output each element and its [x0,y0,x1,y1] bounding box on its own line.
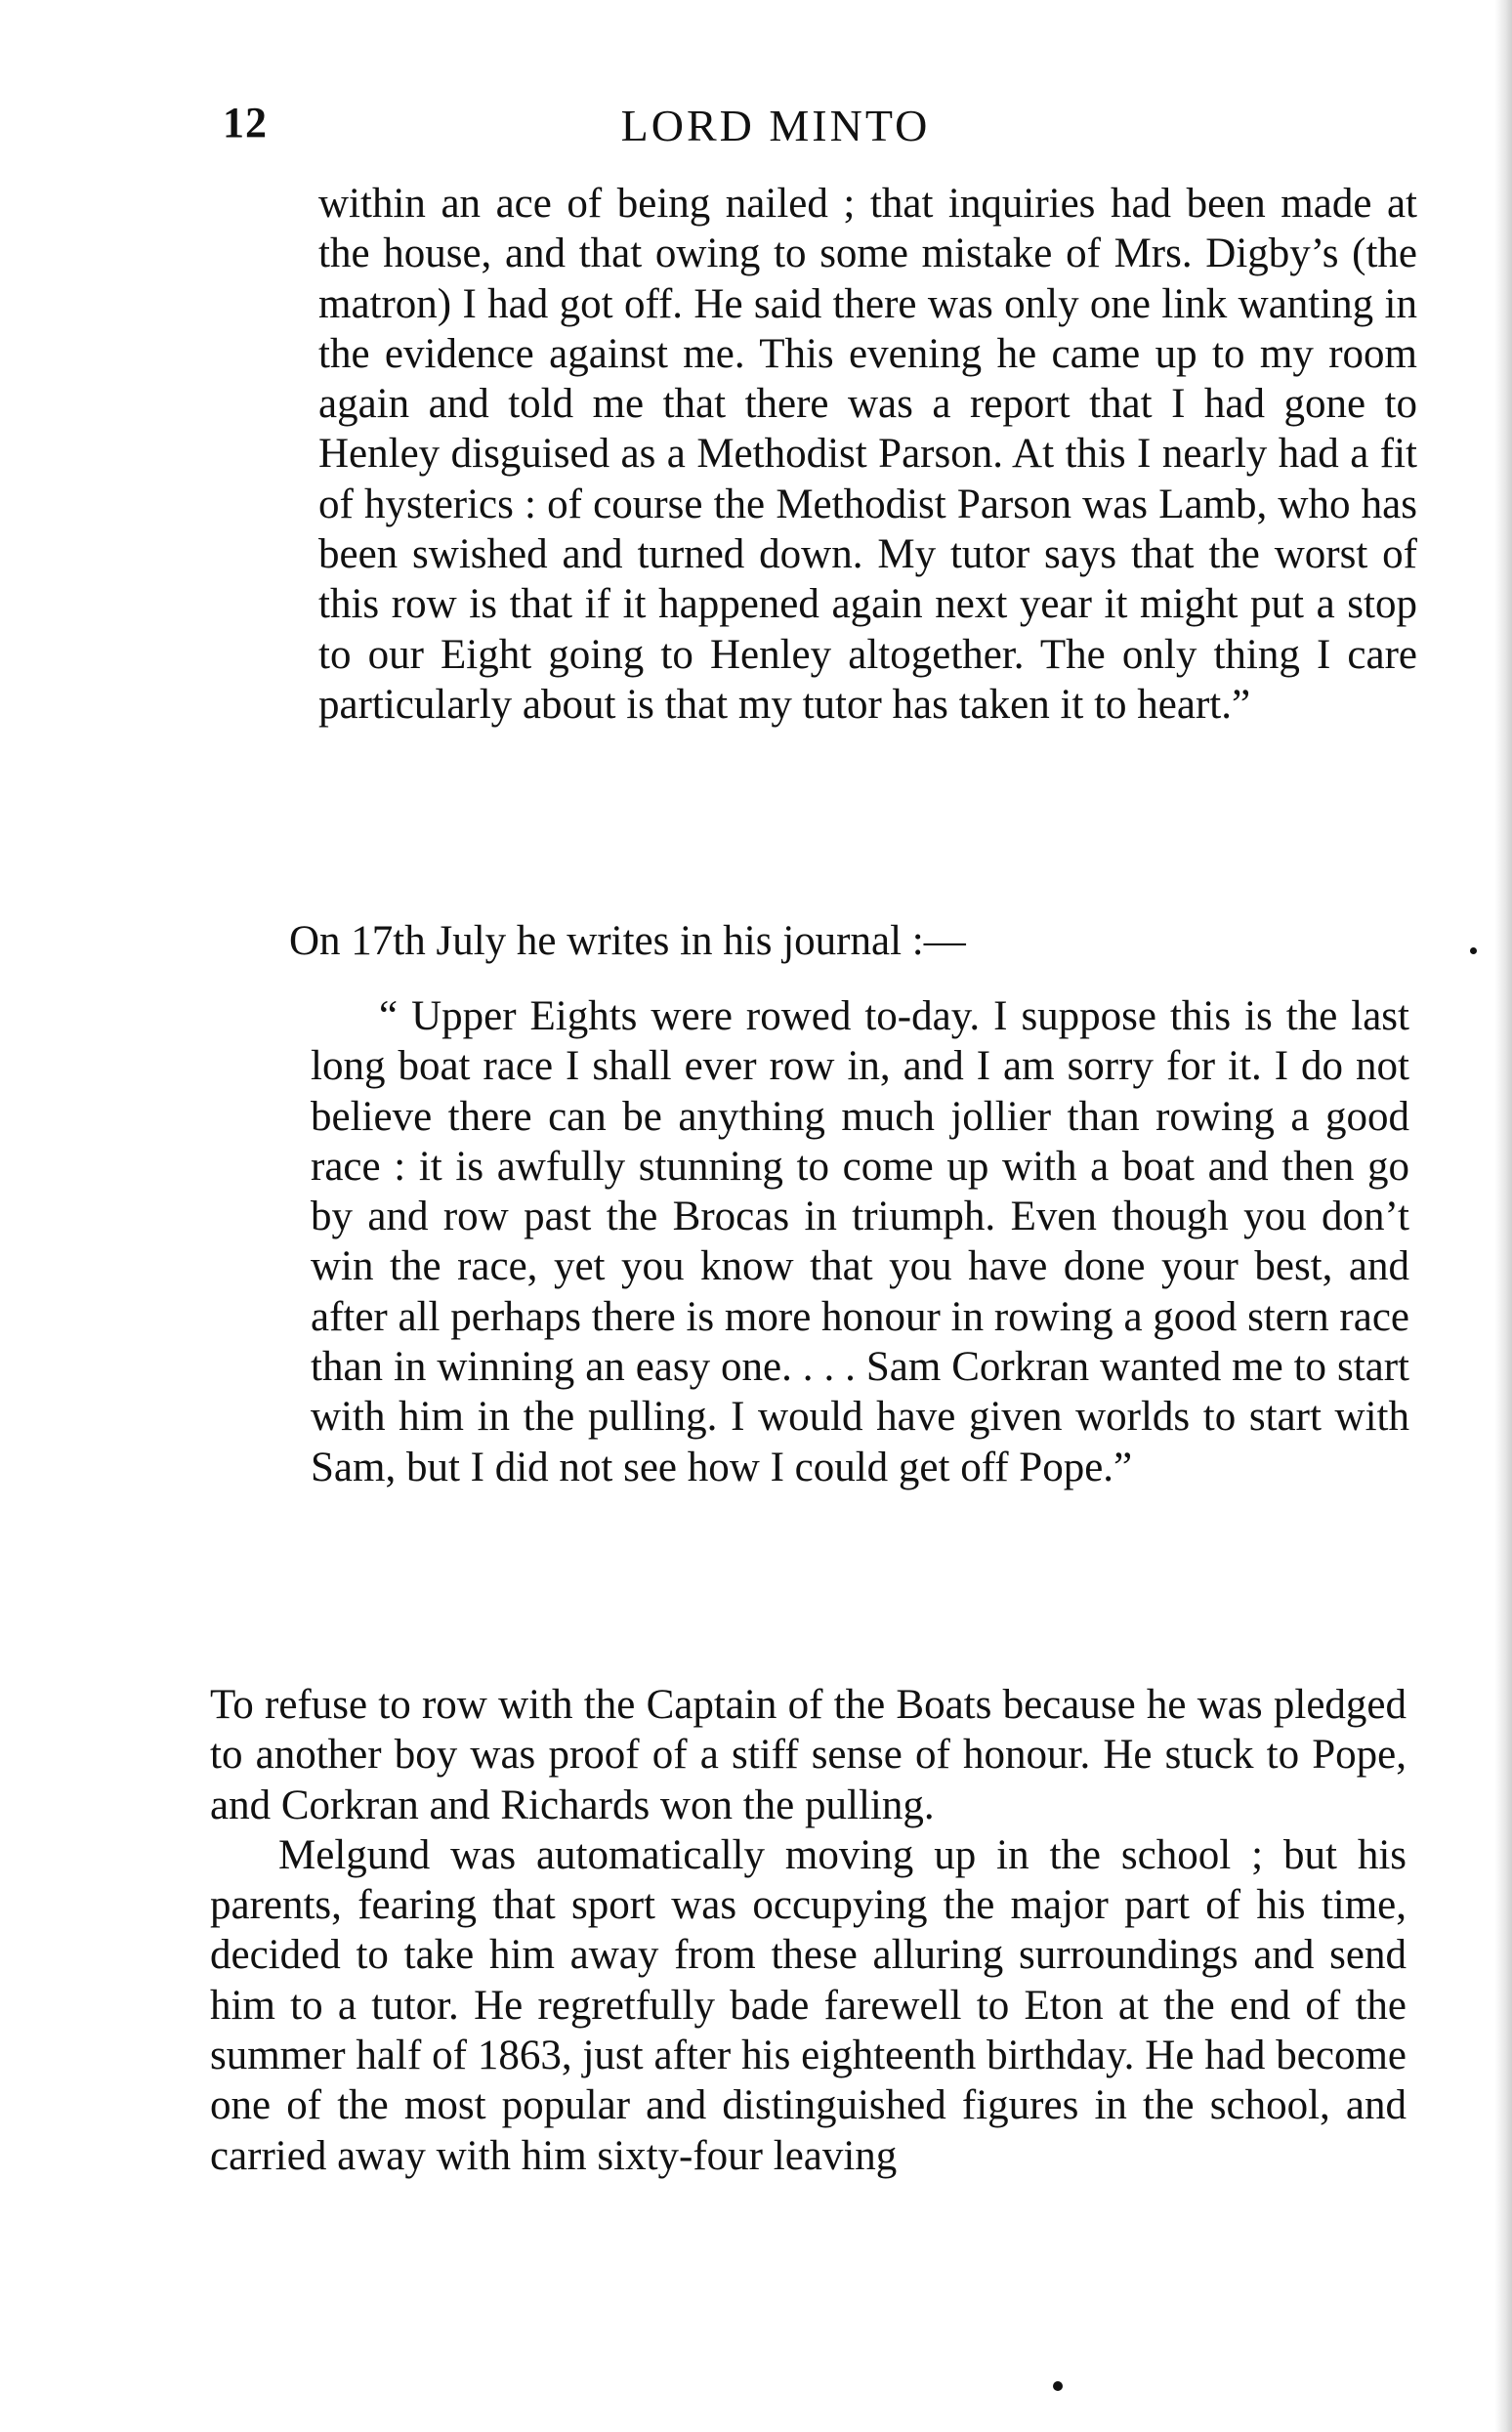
running-head: LORD MINTO [620,101,931,150]
journal-quote-text: “ Upper Eights were rowed to-day. I suppose this is the last long boat race I shall ever row in, and I am sorry for it. I do not believe there can be anything much jollier than rowing a good race : it is awfully stunning to come up with a boat and then go by and row past the Brocas in triumph. Even though you don’t win the race, yet you know that you have done your best, and after all perhaps there is more honour in rowing a good stern race than in winning an easy one. . . . Sam Corkran wanted me to start with him in the pulling. I would have given worlds to start with Sam, but I did not see how I could get off Pope.” [311,993,1409,1490]
narrative-block [210,1680,1407,2181]
scan-edge-shadow [1494,0,1512,2432]
journal-quote-block [311,991,1409,1492]
page-number: 12 [223,99,268,147]
letter-quote-block [318,179,1417,730]
narrative-paragraph-1: To refuse to row with the Captain of the Boats because he was pledged to another boy was proof of a stiff sense of honour. He stuck to Pope, and Corkran and Richards won the pulling. [210,1682,1407,1828]
journal-intro-line [289,916,1417,966]
journal-intro-text: On 17th July he writes in his journal :— [289,918,966,964]
scan-speck [1053,2381,1063,2391]
scan-speck [1470,947,1477,954]
narrative-paragraph-2: Melgund was automatically moving up in the school ; but his parents, fearing that sport was occupying the major part of his time, decided to take him away from these alluring surroundings and send him to a tutor. He regretfully bade farewell to Eton at the end of the summer half of 1863, just after his eighteenth birthday. He had become one of the most popular and distinguished figures in the school, and carried away with him sixty-four leaving [210,1831,1407,2179]
letter-quote-text: within an ace of being nailed ; that inquiries had been made at the house, and that owing to some mistake of Mrs. Digby’s (the matron) I had got off. He said there was only one link wanting in the evidence against me. This evening he came up to my room again and told me that there was a report that I had gone to Henley disguised as a Methodist Parson. At this I nearly had a fit of hysterics : of course the Methodist Parson was Lamb, who has been swished and turned down. My tutor says that the worst of this row is that if it happened again next year it might put a stop to our Eight going to Henley altogether. The only thing I care particularly about is that my tutor has taken it to heart.” [318,181,1417,728]
